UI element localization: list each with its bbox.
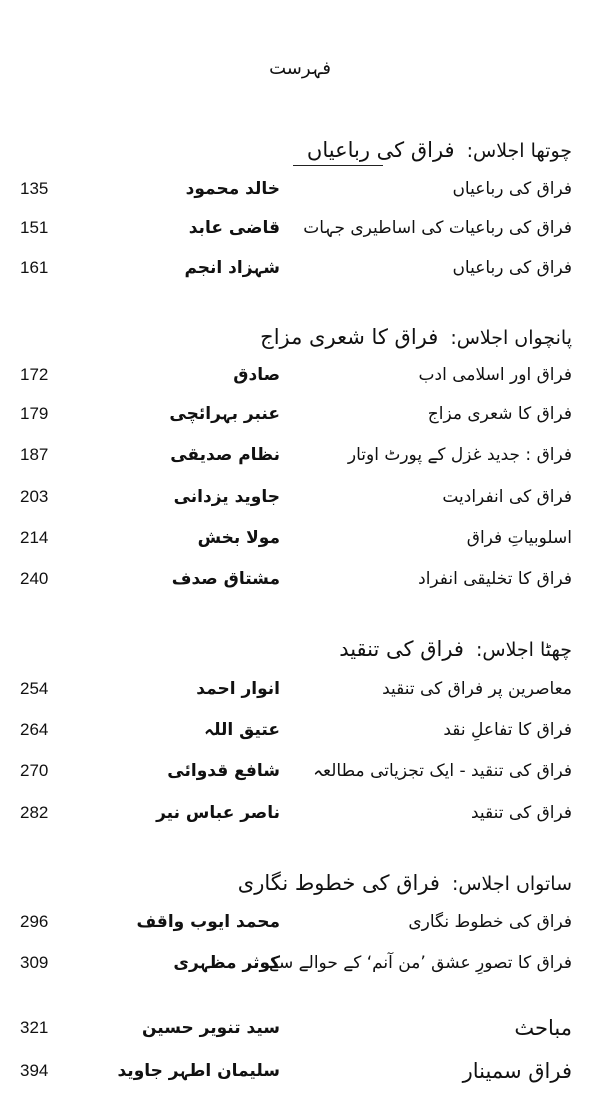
author-name: مولا بخش <box>197 528 280 548</box>
toc-row[interactable] <box>0 796 600 830</box>
page-number: 214 <box>20 528 49 547</box>
session-label: چوتھا اجلاس: <box>466 140 572 162</box>
section-theme: فراق کی خطوط نگاری <box>237 871 440 895</box>
page-number: 254 <box>20 679 49 698</box>
article-title: فراق : جدید غزل کے پورٹ اوتار <box>347 445 572 465</box>
toc-row[interactable] <box>0 480 600 514</box>
page-number: 309 <box>20 953 49 972</box>
section-theme: فراق کی تنقید <box>339 637 464 661</box>
author-name: کوثر مظہری <box>173 953 280 973</box>
toc-row[interactable] <box>0 672 600 706</box>
toc-row-seminar[interactable] <box>0 1054 600 1088</box>
toc-row[interactable] <box>0 438 600 472</box>
page-number: 270 <box>20 761 49 780</box>
session-label: ساتواں اجلاس: <box>451 873 572 895</box>
author-name: نظام صدیقی <box>170 445 280 465</box>
toc-row[interactable] <box>0 521 600 555</box>
page-number: 264 <box>20 720 49 739</box>
article-title: مباحث <box>514 1016 572 1040</box>
page-number: 161 <box>20 258 49 277</box>
article-title: فراق اور اسلامی ادب <box>418 365 572 385</box>
author-name: سید تنویر حسین <box>141 1018 280 1038</box>
section-theme: فراق کی رباعیاں <box>306 138 455 162</box>
toc-row[interactable] <box>0 211 600 245</box>
article-title: فراق کی انفرادیت <box>442 487 572 507</box>
author-name: قاضی عابد <box>188 218 280 238</box>
toc-row[interactable] <box>0 562 600 596</box>
author-name: شافع قدوائی <box>167 761 280 781</box>
toc-row[interactable] <box>0 946 600 980</box>
author-name: عتیق اللہ <box>204 720 280 740</box>
toc-row[interactable] <box>0 172 600 206</box>
page-number: 172 <box>20 365 49 384</box>
toc-row[interactable] <box>0 905 600 939</box>
author-name: انوار احمد <box>196 679 280 699</box>
article-title: فراق کا تصورِ عشق ’من آنم‘ کے حوالے سے <box>269 953 572 973</box>
page-number: 296 <box>20 912 49 931</box>
article-title: فراق کا تخلیقی انفراد <box>418 569 572 589</box>
section-theme: فراق کا شعری مزاج <box>260 325 439 349</box>
session-label: پانچواں اجلاس: <box>450 327 572 349</box>
article-title: فراق کی رباعیاں <box>452 258 572 278</box>
toc-row[interactable] <box>0 358 600 392</box>
author-name: خالد محمود <box>185 179 280 199</box>
author-name: سلیمان اطہر جاوید <box>117 1061 280 1081</box>
article-title: فراق کی رباعیاں <box>452 179 572 199</box>
page-number: 151 <box>20 218 49 237</box>
toc-row[interactable] <box>0 754 600 788</box>
article-title: فراق کا تفاعلِ نقد <box>443 720 572 740</box>
author-name: شہزاد انجم <box>184 258 280 278</box>
page-number: 135 <box>20 179 49 198</box>
article-title: فراق کی رباعیات کی اساطیری جہات <box>303 218 572 238</box>
page-number: 282 <box>20 803 49 822</box>
page-number: 394 <box>20 1061 49 1080</box>
section-heading-6 <box>200 632 572 666</box>
article-title: فراق کی تنقید - ایک تجزیاتی مطالعہ <box>313 761 572 781</box>
page-number: 321 <box>20 1018 49 1037</box>
author-name: محمد ایوب واقف <box>136 912 280 932</box>
article-title: فراق کی خطوط نگاری <box>408 912 572 932</box>
page-title: فہرست <box>269 58 331 79</box>
section-heading-4 <box>200 133 572 167</box>
article-title: فراق کی تنقید <box>470 803 572 823</box>
section-heading-7 <box>200 866 572 900</box>
theme-underline <box>293 165 383 166</box>
page-number: 240 <box>20 569 49 588</box>
toc-row[interactable] <box>0 251 600 285</box>
article-title: فراق کا شعری مزاج <box>427 404 572 424</box>
page-number: 203 <box>20 487 49 506</box>
author-name: صادق <box>233 365 280 385</box>
author-name: مشتاق صدف <box>171 569 280 589</box>
page-number: 187 <box>20 445 49 464</box>
article-title: فراق سمینار <box>462 1059 572 1083</box>
article-title: معاصرین پر فراق کی تنقید <box>382 679 572 699</box>
author-name: ناصر عباس نیر <box>156 803 280 823</box>
article-title: اسلوبیاتِ فراق <box>466 528 572 548</box>
page-number: 179 <box>20 404 49 423</box>
toc-row-discussions[interactable] <box>0 1011 600 1045</box>
session-label: چھٹا اجلاس: <box>475 639 572 661</box>
author-name: جاوید یزدانی <box>173 487 280 507</box>
toc-row[interactable] <box>0 397 600 431</box>
section-heading-5 <box>200 320 572 354</box>
toc-row[interactable] <box>0 713 600 747</box>
author-name: عنبر بہرائچی <box>169 404 280 424</box>
